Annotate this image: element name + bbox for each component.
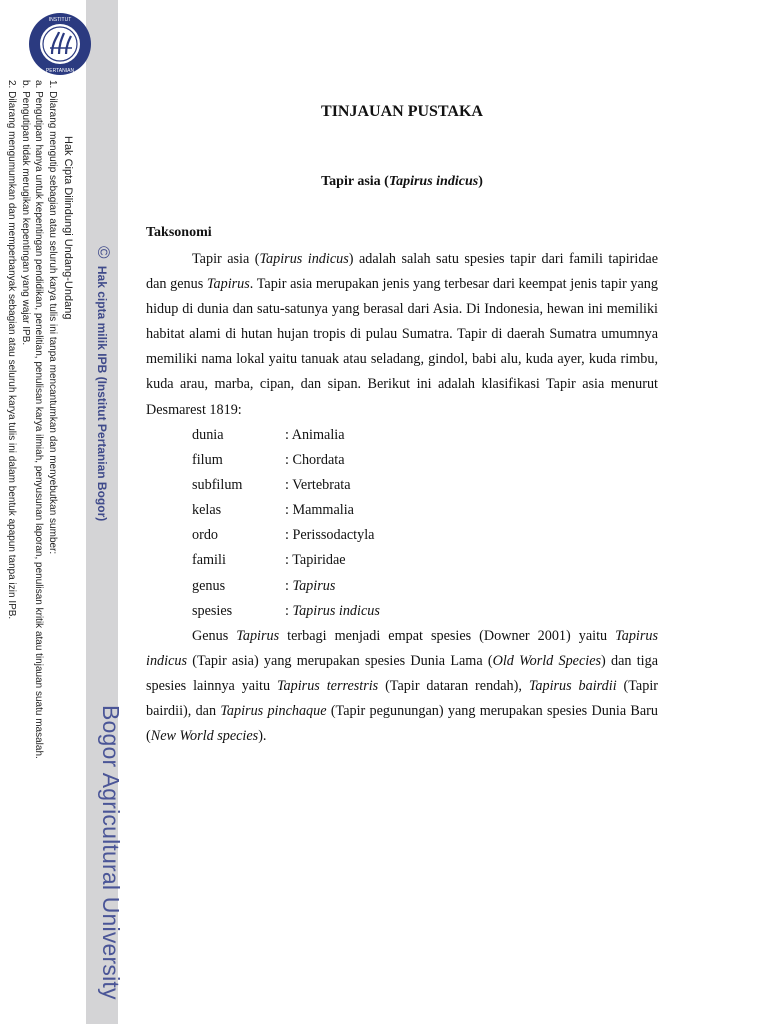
copyright-title: Hak Cipta Dilindungi Undang-Undang	[62, 136, 74, 320]
ipb-logo-icon	[28, 12, 92, 76]
taxonomy-row: subfilum : Vertebrata	[192, 477, 351, 494]
university-watermark: Bogor Agricultural University	[98, 705, 124, 1000]
taxonomy-row: famili : Tapiridae	[192, 552, 346, 569]
page-title: TINJAUAN PUSTAKA	[321, 103, 483, 120]
taxonomy-list	[192, 423, 380, 624]
section-title: Taksonomi	[146, 225, 212, 240]
copyright-rule-2: 2. Dilarang mengumumkan dan memperbanyak sebagian atau seluruh karya tulis ini dalam bentuk apapun tanpa izin IPB.	[6, 80, 17, 620]
copyright-icon: ©	[94, 246, 113, 259]
copyright-rule-1: 1. Dilarang mengutip sebagian atau seluruh karya tulis ini tanpa mencantumkan dan menyebutkan sumber:	[47, 80, 58, 555]
subheading-species: Tapirus indicus	[388, 174, 479, 189]
logo-text-bottom: PERTANIAN	[45, 68, 75, 74]
subheading-close: )	[478, 174, 483, 189]
subheading-text: Tapir asia (	[321, 174, 389, 189]
copyright-rule-1a: a. Pengutipan hanya untuk kepentingan pendidikan, penelitian, penulisan karya ilmiah, penyusunan laporan, penulisan kritik atau tinjauan suatu masalah.	[33, 80, 44, 759]
taxonomy-row: filum : Chordata	[192, 452, 345, 469]
hak-cipta-text: Hak cipta milik IPB (Institut Pertanian Bogor)	[95, 265, 109, 522]
hak-cipta-notice	[93, 246, 113, 521]
taxonomy-row: genus : Tapirus	[192, 577, 336, 594]
copyright-rule-1b: b. Pengutipan tidak merugikan kepentingan yang wajar IPB.	[20, 80, 31, 346]
paragraph-genus: Genus Tapirus terbagi menjadi empat spesies (Downer 2001) yaitu Tapirus indicus (Tapir asia) yang merupakan spesies Dunia Lama (Old World Species) dan tiga spesies lainnya yaitu Tapirus terrestris (Tapir dataran rendah), Tapirus bairdii (Tapir bairdii), dan Tapirus pinchaque (Tapir pegunungan) yang merupakan spesies Dunia Baru (New World species).	[146, 628, 658, 745]
logo-text-top: INSTITUT	[48, 17, 72, 23]
taxonomy-row: dunia : Animalia	[192, 427, 345, 443]
subheading	[146, 174, 658, 190]
taxonomy-row: ordo : Perissodactyla	[192, 527, 375, 544]
taxonomy-row: spesies : Tapirus indicus	[192, 602, 380, 619]
paragraph-intro: Tapir asia (Tapirus indicus) adalah salah satu spesies tapir dari famili tapiridae dan genus Tapirus. Tapir asia merupakan jenis yang terbesar dari keempat jenis tapir yang hidup di dunia dan satu-satunya yang berasal dari Asia. Di Indonesia, hewan ini memiliki habitat alami di hutan hujan tropis di pulau Sumatra. Tapir di daerah Sumatra umumnya memiliki nama lokal yaitu tanuak atau seladang, gindol, babi alu, kuda ayer, kuda rimbu, kuda arau, marba, cipan, dan sipan. Berikut ini adalah klasifikasi Tapir asia menurut Desmarest 1819:	[146, 251, 659, 418]
taxonomy-row: kelas : Mammalia	[192, 502, 354, 519]
